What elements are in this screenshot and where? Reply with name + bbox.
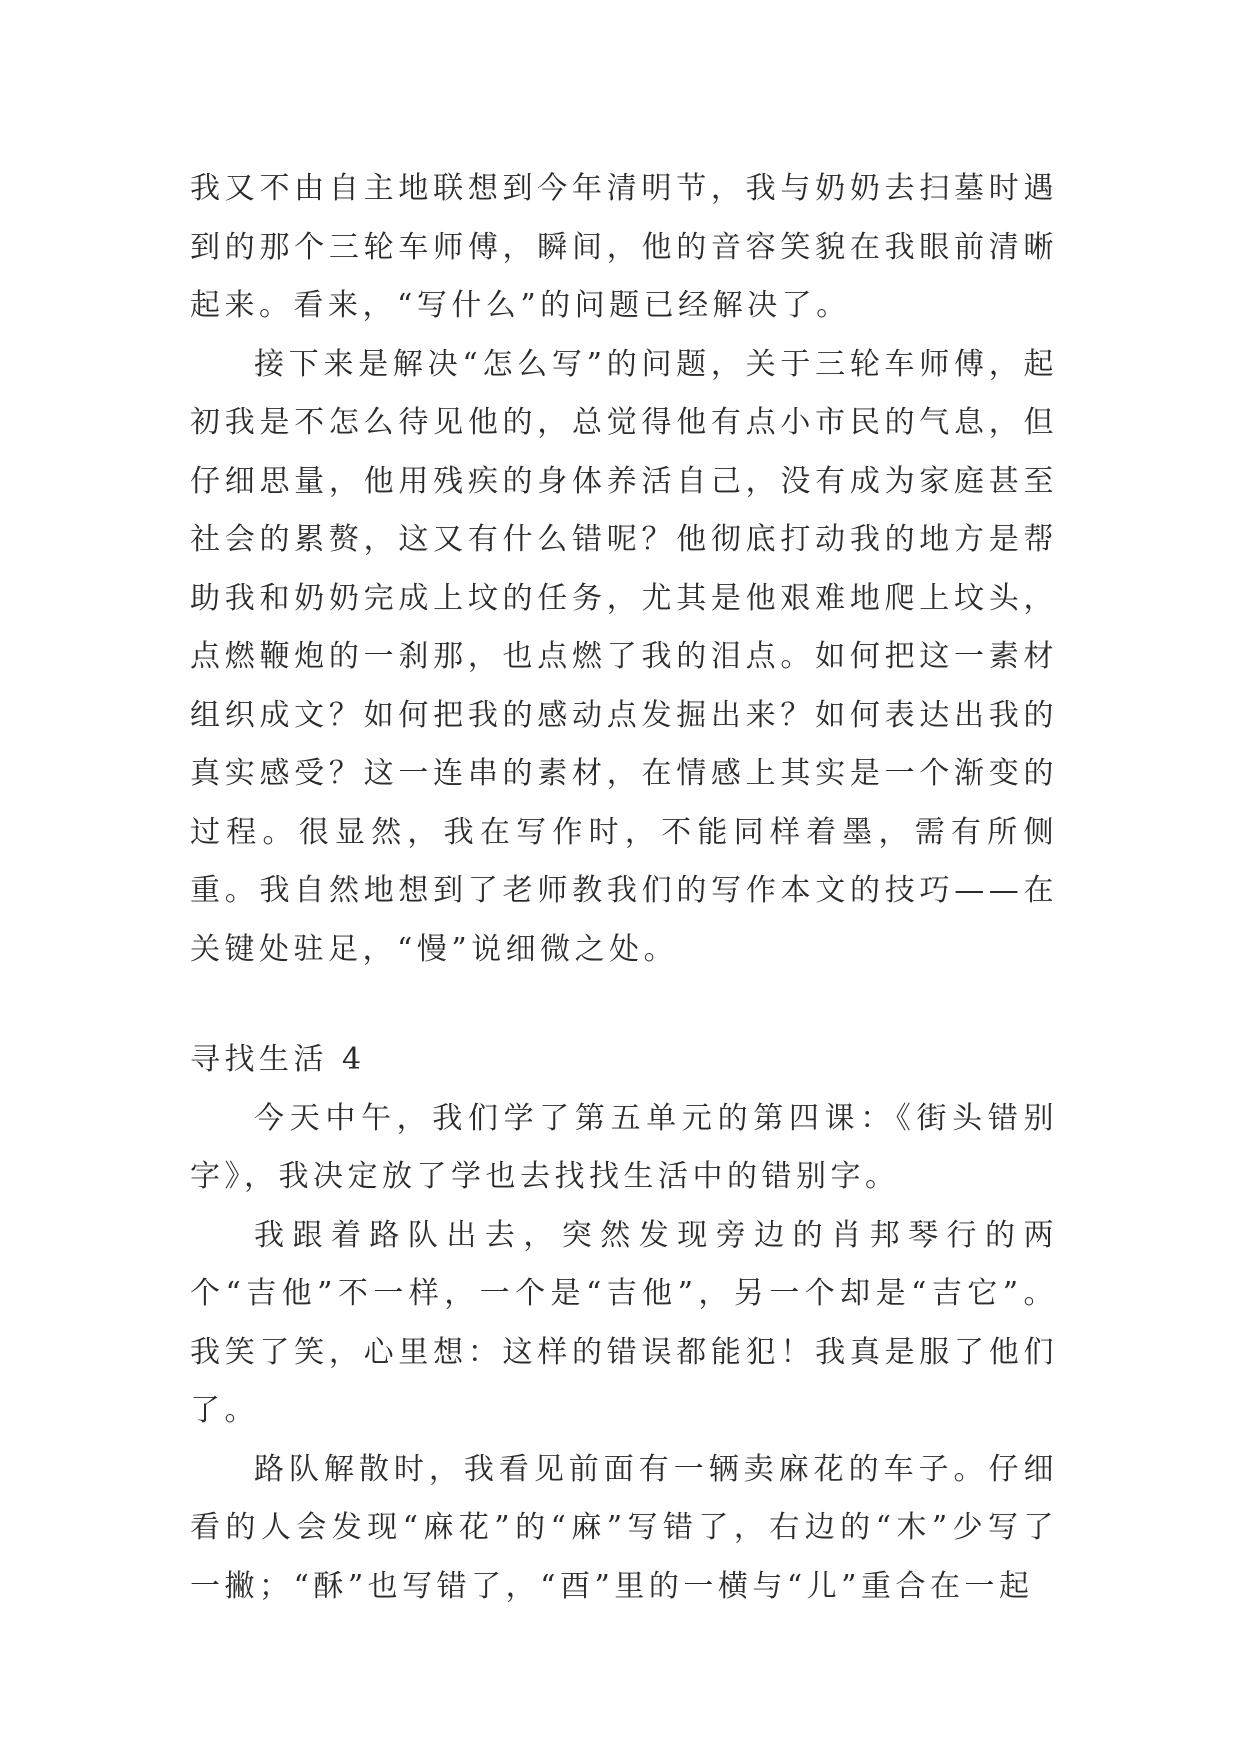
paragraph: 接下来是解决“怎么写”的问题，关于三轮车师傅，起初我是不怎么待见他的，总觉得他有点小市民的气息，但仔细思量，他用残疾的身体养活自己，没有成为家庭甚至社会的累赘，这又有什么错呢？他彻底打动我的地方是帮助我和奶奶完成上坟的任务，尤其是他艰难地爬上坟头，点燃鞭炮的一刹那，也点燃了我的泪点。如何把这一素材组织成文？如何把我的感动点发掘出来？如何表达出我的真实感受？这一连串的素材，在情感上其实是一个渐变的过程。很显然，我在写作时，不能同样着墨，需有所侧重。我自然地想到了老师教我们的写作本文的技巧——在关键处驻足，“慢”说细微之处。: [190, 346, 1058, 967]
paragraph: 路队解散时，我看见前面有一辆卖麻花的车子。仔细看的人会发现“麻花”的“麻”写错了，右边的“木”少写了一撇；“酥”也写错了，“酉”里的一横与“儿”重合在一起: [190, 1451, 1058, 1604]
paragraph: 我跟着路队出去，突然发现旁边的肖邦琴行的两个“吉他”不一样，一个是“吉他”，另一个却是“吉它”。我笑了笑，心里想：这样的错误都能犯！我真是服了他们了。: [190, 1217, 1058, 1428]
essay-section-one: [190, 160, 1058, 979]
section-title: 寻找生活 4: [190, 1042, 366, 1077]
paragraph: 今天中午，我们学了第五单元的第四课：《街头错别字》，我决定放了学也去找找生活中的错别字。: [190, 1100, 1058, 1194]
essay-section-two: [190, 1031, 1058, 1616]
paragraph: 我又不由自主地联想到今年清明节，我与奶奶去扫墓时遇到的那个三轮车师傅，瞬间，他的音容笑貌在我眼前清晰起来。看来，“写什么”的问题已经解决了。: [190, 171, 1058, 323]
